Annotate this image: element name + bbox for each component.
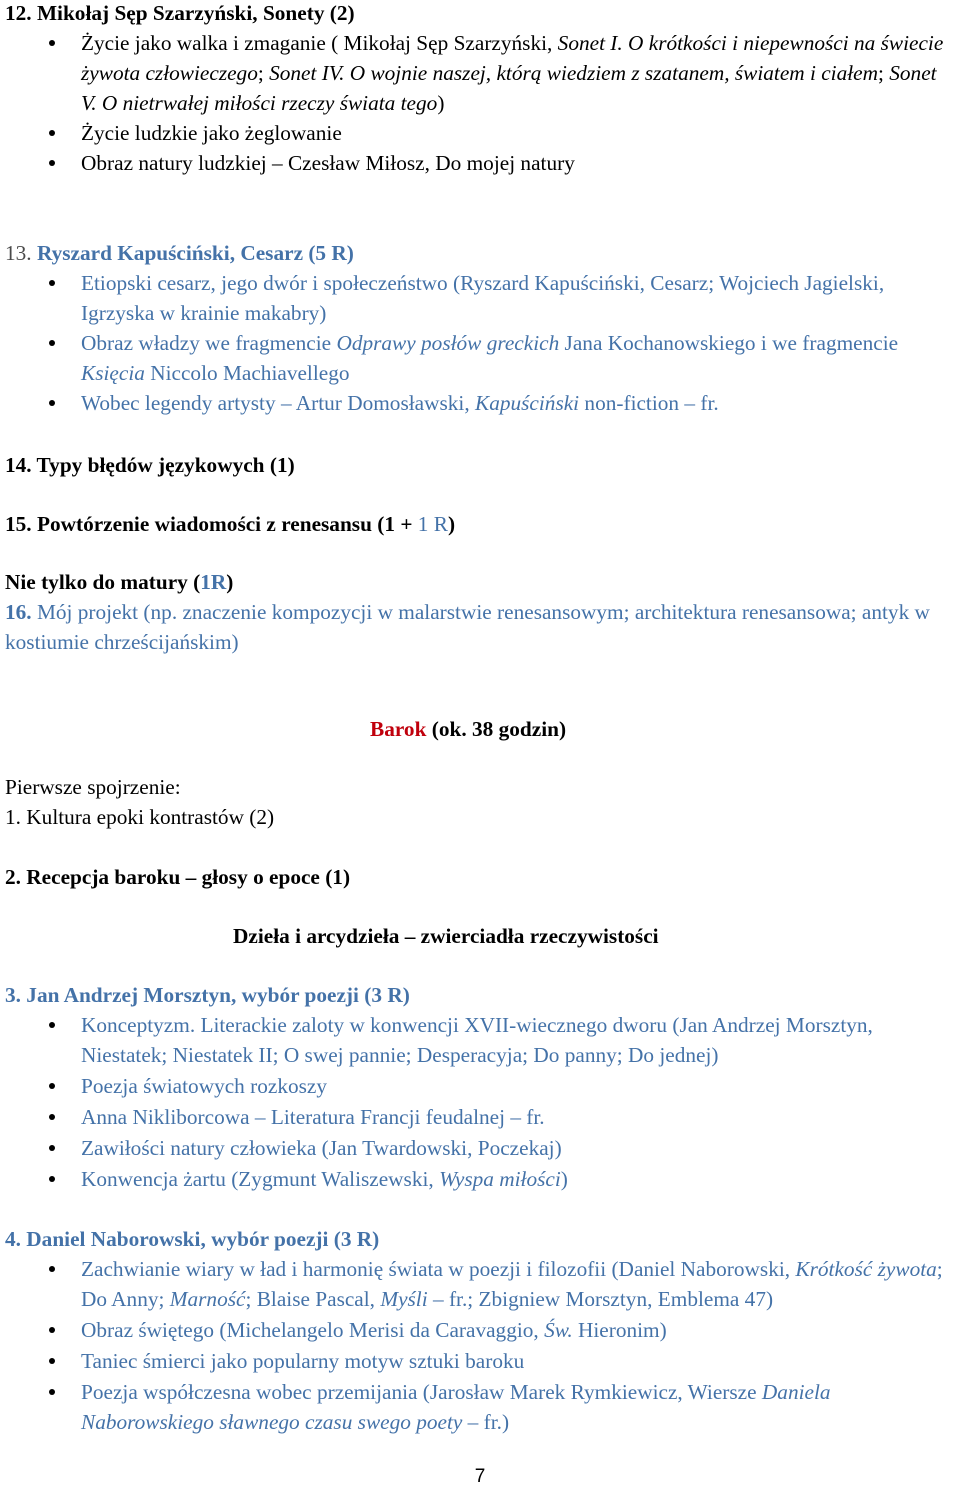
dziela-heading: Dzieła i arcydzieła – zwierciadła rzeczywistości bbox=[233, 924, 659, 948]
barok-heading: Barok (ok. 38 godzin) bbox=[370, 717, 567, 741]
list-item: Poezja światowych rozkoszy bbox=[5, 1071, 955, 1101]
section-4 bbox=[5, 1224, 955, 1438]
list-item: Obraz świętego (Michelangelo Merisi da Caravaggio, Św. Hieronim) bbox=[5, 1315, 955, 1345]
nie-tylko-do-matury-heading: Nie tylko do matury (1R) bbox=[5, 570, 234, 594]
list-item: Zawiłości natury człowieka (Jan Twardowski, Poczekaj) bbox=[5, 1133, 955, 1163]
list-item: Konwencja żartu (Zygmunt Waliszewski, Wyspa miłości) bbox=[5, 1164, 955, 1194]
pierwsze-spojrzenie bbox=[5, 772, 955, 832]
list-item: Życie jako walka i zmaganie ( Mikołaj Sęp Szarzyński, Sonet I. O krótkości i niepewności na świecie żywota człowieczego; Sonet IV. O wojnie naszej, którą wiedziem z szatanem, światem i ciałem; Sonet V. O nietrwałej miłości rzeczy świata tego) bbox=[5, 28, 955, 118]
section-16: 16. Mój projekt (np. znaczenie kompozycji w malarstwie renesansowym; architektura renesansowa; antyk w kostiumie chrześcijańskim) bbox=[5, 600, 930, 654]
section-3-list bbox=[5, 1010, 955, 1194]
section-4-list bbox=[5, 1254, 955, 1437]
list-item: Obraz natury ludzkiej – Czesław Miłosz, Do mojej natury bbox=[5, 148, 955, 178]
list-item: Anna Nikliborcowa – Literatura Francji feudalnej – fr. bbox=[5, 1102, 955, 1132]
pierwsze-spojrzenie-label: Pierwsze spojrzenie: bbox=[5, 775, 181, 799]
section-13 bbox=[5, 238, 955, 418]
list-item: Poezja współczesna wobec przemijania (Jarosław Marek Rymkiewicz, Wiersze Daniela Naborowskiego sławnego czasu swego poety – fr.) bbox=[5, 1377, 955, 1437]
section-13-title: 13. Ryszard Kapuściński, Cesarz (5 R) bbox=[5, 241, 354, 265]
section-4-title: 4. Daniel Naborowski, wybór poezji (3 R) bbox=[5, 1227, 380, 1251]
pierwsze-spojrzenie-item: 1. Kultura epoki kontrastów (2) bbox=[5, 805, 275, 829]
list-item: Wobec legendy artysty – Artur Domosławski, Kapuściński non-fiction – fr. bbox=[5, 388, 955, 418]
list-item: Życie ludzkie jako żeglowanie bbox=[5, 118, 955, 148]
section-15-title: 15. Powtórzenie wiadomości z renesansu (1 + 1 R) bbox=[5, 512, 456, 536]
list-item: Etiopski cesarz, jego dwór i społeczeństwo (Ryszard Kapuściński, Cesarz; Wojciech Jagielski, Igrzyska w krainie makabry) bbox=[5, 268, 955, 328]
list-item: Konceptyzm. Literackie zaloty w konwencji XVII-wiecznego dworu (Jan Andrzej Morsztyn, Niestatek; Niestatek II; O swej pannie; Desperacyja; Do panny; Do jednej) bbox=[5, 1010, 955, 1070]
section-2-title: 2. Recepcja baroku – głosy o epoce (1) bbox=[5, 865, 351, 889]
section-13-list bbox=[5, 268, 955, 418]
section-12 bbox=[5, 0, 955, 178]
section-12-list bbox=[5, 28, 955, 178]
list-item: Zachwianie wiary w ład i harmonię świata w poezji i filozofii (Daniel Naborowski, Krótkość żywota; Do Anny; Marność; Blaise Pascal, Myśli – fr.; Zbigniew Morsztyn, Emblema 47) bbox=[5, 1254, 955, 1314]
section-3 bbox=[5, 980, 955, 1195]
page-number: 7 bbox=[474, 1466, 486, 1487]
section-3-title: 3. Jan Andrzej Morsztyn, wybór poezji (3 R) bbox=[5, 983, 410, 1007]
section-12-title: 12. Mikołaj Sęp Szarzyński, Sonety (2) bbox=[5, 1, 355, 25]
list-item: Obraz władzy we fragmencie Odprawy posłów greckich Jana Kochanowskiego i we fragmencie Księcia Niccolo Machiavellego bbox=[5, 328, 955, 388]
list-item: Taniec śmierci jako popularny motyw sztuki baroku bbox=[5, 1346, 955, 1376]
section-14-title: 14. Typy błędów językowych (1) bbox=[5, 453, 295, 477]
